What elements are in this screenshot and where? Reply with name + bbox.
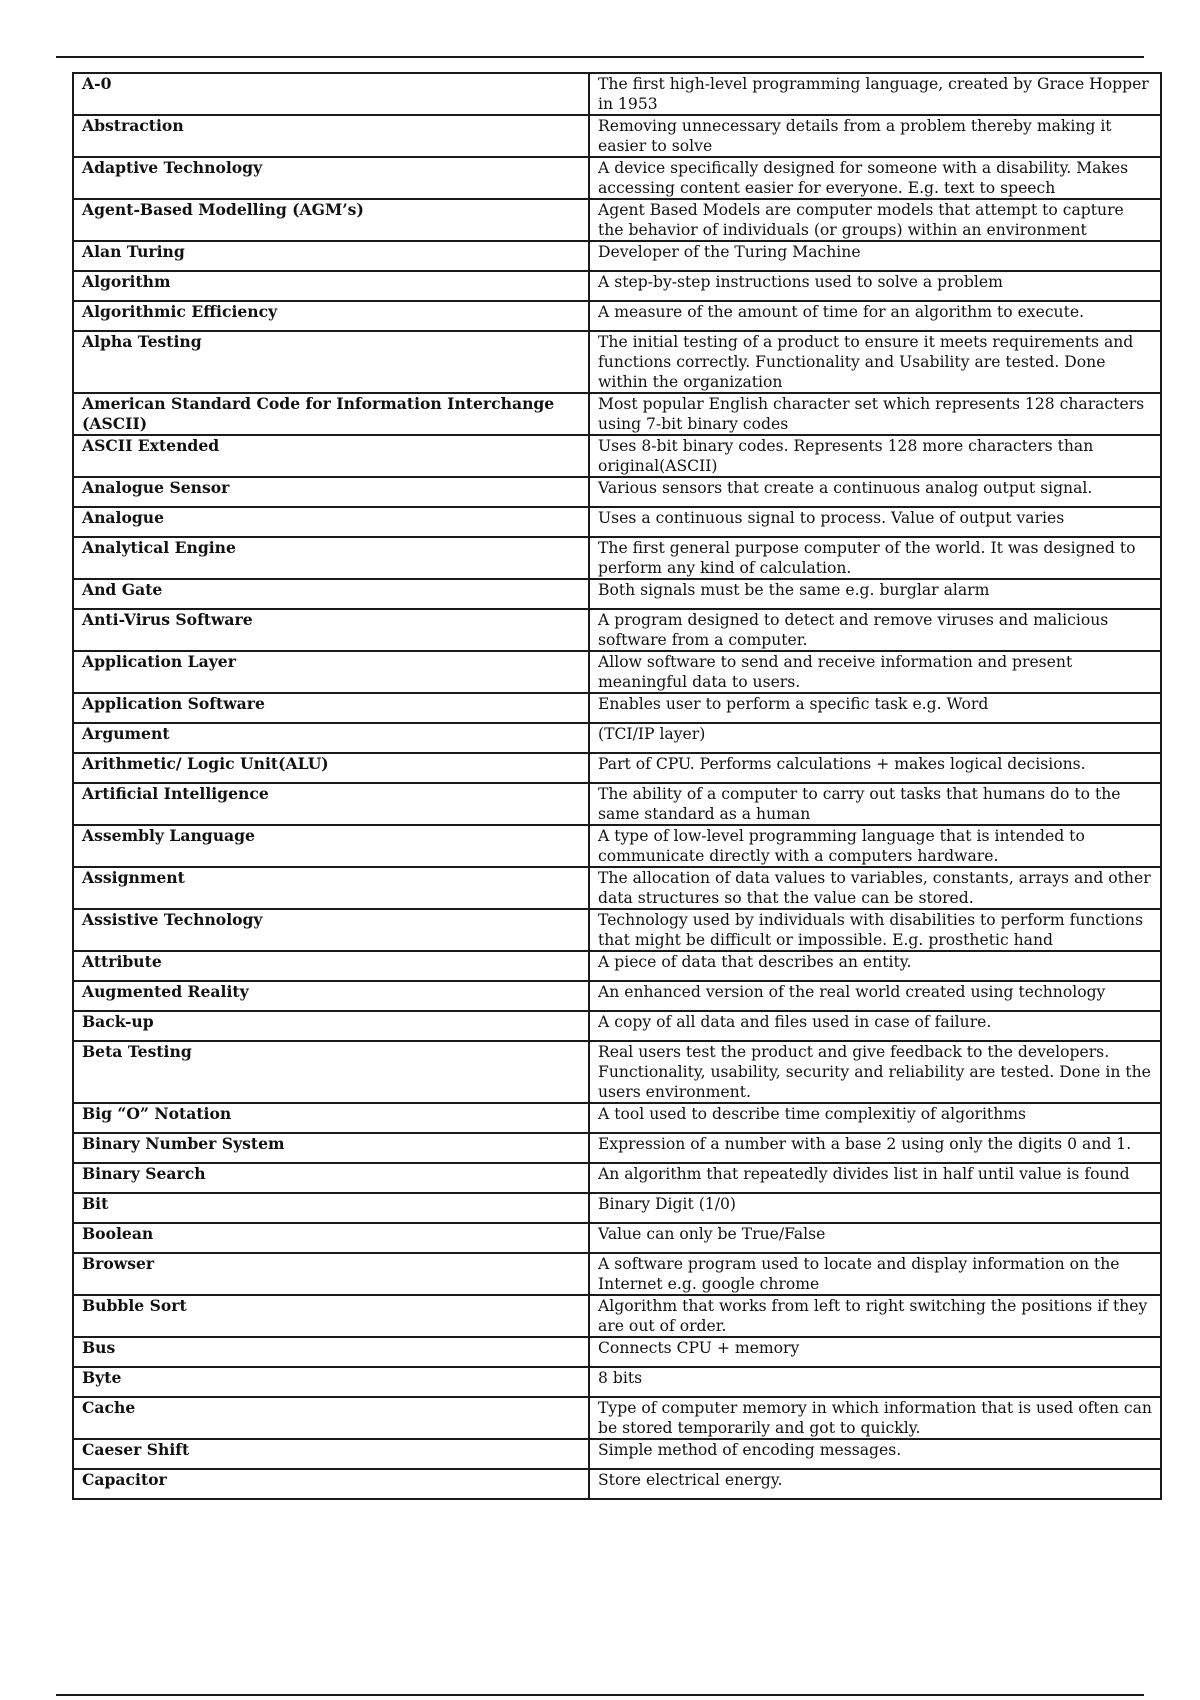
glossary-term: Adaptive Technology bbox=[73, 157, 589, 199]
glossary-definition: Developer of the Turing Machine bbox=[589, 241, 1161, 271]
glossary-row bbox=[73, 693, 1161, 723]
glossary-definition: A type of low-level programming language that is intended to communicate directly with a computers hardware. bbox=[589, 825, 1161, 867]
glossary-row bbox=[73, 507, 1161, 537]
glossary-term: Attribute bbox=[73, 951, 589, 981]
glossary-definition: Allow software to send and receive information and present meaningful data to users. bbox=[589, 651, 1161, 693]
glossary-row bbox=[73, 477, 1161, 507]
glossary-definition: The allocation of data values to variables, constants, arrays and other data structures so that the value can be stored. bbox=[589, 867, 1161, 909]
glossary-row bbox=[73, 1041, 1161, 1103]
glossary-term: Anti-Virus Software bbox=[73, 609, 589, 651]
glossary-term: And Gate bbox=[73, 579, 589, 609]
glossary-definition: A device specifically designed for someone with a disability. Makes accessing content easier for everyone. E.g. text to speech bbox=[589, 157, 1161, 199]
glossary-definition: 8 bits bbox=[589, 1367, 1161, 1397]
glossary-definition: Agent Based Models are computer models that attempt to capture the behavior of individuals (or groups) within an environment bbox=[589, 199, 1161, 241]
glossary-definition: A program designed to detect and remove viruses and malicious software from a computer. bbox=[589, 609, 1161, 651]
glossary-definition: Store electrical energy. bbox=[589, 1469, 1161, 1499]
glossary-term: Beta Testing bbox=[73, 1041, 589, 1103]
glossary-term: Bubble Sort bbox=[73, 1295, 589, 1337]
glossary-term: Application Layer bbox=[73, 651, 589, 693]
glossary-row bbox=[73, 435, 1161, 477]
glossary-row bbox=[73, 537, 1161, 579]
glossary-row bbox=[73, 867, 1161, 909]
glossary-row bbox=[73, 909, 1161, 951]
glossary-term: Assistive Technology bbox=[73, 909, 589, 951]
glossary-term: Bit bbox=[73, 1193, 589, 1223]
glossary-term: Bus bbox=[73, 1337, 589, 1367]
glossary-term: Artificial Intelligence bbox=[73, 783, 589, 825]
glossary-definition: Technology used by individuals with disabilities to perform functions that might be difficult or impossible. E.g. prosthetic hand bbox=[589, 909, 1161, 951]
glossary-definition: (TCI/IP layer) bbox=[589, 723, 1161, 753]
glossary-definition: Real users test the product and give feedback to the developers. Functionality, usability, security and reliability are tested. Done in the users environment. bbox=[589, 1041, 1161, 1103]
glossary-definition: Part of CPU. Performs calculations + makes logical decisions. bbox=[589, 753, 1161, 783]
glossary-definition: A step-by-step instructions used to solve a problem bbox=[589, 271, 1161, 301]
glossary-definition: Expression of a number with a base 2 using only the digits 0 and 1. bbox=[589, 1133, 1161, 1163]
glossary-row bbox=[73, 1469, 1161, 1499]
glossary-term: American Standard Code for Information Interchange (ASCII) bbox=[73, 393, 589, 435]
glossary-row bbox=[73, 115, 1161, 157]
glossary-row bbox=[73, 783, 1161, 825]
glossary-definition: An algorithm that repeatedly divides list in half until value is found bbox=[589, 1163, 1161, 1193]
glossary-row bbox=[73, 301, 1161, 331]
glossary-definition: The first high-level programming language, created by Grace Hopper in 1953 bbox=[589, 73, 1161, 115]
glossary-definition: Type of computer memory in which information that is used often can be stored temporarily and got to quickly. bbox=[589, 1397, 1161, 1439]
glossary-term: Caeser Shift bbox=[73, 1439, 589, 1469]
glossary-row bbox=[73, 825, 1161, 867]
footer-rule bbox=[56, 1694, 1144, 1696]
glossary-term: Analogue bbox=[73, 507, 589, 537]
glossary-row bbox=[73, 1337, 1161, 1367]
glossary-row bbox=[73, 753, 1161, 783]
glossary-term: Assignment bbox=[73, 867, 589, 909]
glossary-row bbox=[73, 157, 1161, 199]
glossary-table bbox=[72, 72, 1162, 1500]
glossary-row bbox=[73, 271, 1161, 301]
glossary-row bbox=[73, 241, 1161, 271]
glossary-definition: A piece of data that describes an entity. bbox=[589, 951, 1161, 981]
glossary-definition: Simple method of encoding messages. bbox=[589, 1439, 1161, 1469]
glossary-row bbox=[73, 651, 1161, 693]
glossary-term: Analogue Sensor bbox=[73, 477, 589, 507]
glossary-row bbox=[73, 579, 1161, 609]
glossary-definition: Various sensors that create a continuous analog output signal. bbox=[589, 477, 1161, 507]
glossary-row bbox=[73, 1253, 1161, 1295]
glossary-row bbox=[73, 1223, 1161, 1253]
glossary-row bbox=[73, 1397, 1161, 1439]
glossary-term: Argument bbox=[73, 723, 589, 753]
glossary-term: Binary Number System bbox=[73, 1133, 589, 1163]
glossary-term: Algorithmic Efficiency bbox=[73, 301, 589, 331]
glossary-row bbox=[73, 1133, 1161, 1163]
glossary-row bbox=[73, 981, 1161, 1011]
glossary-term: Agent-Based Modelling (AGM’s) bbox=[73, 199, 589, 241]
glossary-definition: Uses a continuous signal to process. Value of output varies bbox=[589, 507, 1161, 537]
glossary-definition: The first general purpose computer of the world. It was designed to perform any kind of calculation. bbox=[589, 537, 1161, 579]
glossary-row bbox=[73, 1295, 1161, 1337]
glossary-term: Boolean bbox=[73, 1223, 589, 1253]
glossary-definition: The initial testing of a product to ensure it meets requirements and functions correctly. Functionality and Usability are tested. Done within the organization bbox=[589, 331, 1161, 393]
glossary-definition: Algorithm that works from left to right switching the positions if they are out of order. bbox=[589, 1295, 1161, 1337]
glossary-term: Byte bbox=[73, 1367, 589, 1397]
glossary-row bbox=[73, 1439, 1161, 1469]
glossary-definition: Enables user to perform a specific task e.g. Word bbox=[589, 693, 1161, 723]
glossary-row bbox=[73, 1011, 1161, 1041]
glossary-term: Analytical Engine bbox=[73, 537, 589, 579]
glossary-term: Assembly Language bbox=[73, 825, 589, 867]
glossary-term: Arithmetic/ Logic Unit(ALU) bbox=[73, 753, 589, 783]
glossary-row bbox=[73, 1103, 1161, 1133]
glossary-term: Augmented Reality bbox=[73, 981, 589, 1011]
glossary-definition: Value can only be True/False bbox=[589, 1223, 1161, 1253]
glossary-term: Algorithm bbox=[73, 271, 589, 301]
glossary-row bbox=[73, 73, 1161, 115]
glossary-definition: An enhanced version of the real world created using technology bbox=[589, 981, 1161, 1011]
glossary-term: Big “O” Notation bbox=[73, 1103, 589, 1133]
glossary-row bbox=[73, 609, 1161, 651]
glossary-term: Capacitor bbox=[73, 1469, 589, 1499]
glossary-term: Alpha Testing bbox=[73, 331, 589, 393]
glossary-definition: The ability of a computer to carry out tasks that humans do to the same standard as a human bbox=[589, 783, 1161, 825]
glossary-row bbox=[73, 723, 1161, 753]
glossary-body bbox=[73, 73, 1161, 1499]
glossary-definition: Connects CPU + memory bbox=[589, 1337, 1161, 1367]
glossary-row bbox=[73, 951, 1161, 981]
glossary-definition: Binary Digit (1/0) bbox=[589, 1193, 1161, 1223]
glossary-row bbox=[73, 1163, 1161, 1193]
glossary-row bbox=[73, 331, 1161, 393]
glossary-row bbox=[73, 393, 1161, 435]
glossary-definition: A measure of the amount of time for an algorithm to execute. bbox=[589, 301, 1161, 331]
glossary-term: Back-up bbox=[73, 1011, 589, 1041]
glossary-definition: Removing unnecessary details from a problem thereby making it easier to solve bbox=[589, 115, 1161, 157]
glossary-definition: Both signals must be the same e.g. burglar alarm bbox=[589, 579, 1161, 609]
glossary-term: Application Software bbox=[73, 693, 589, 723]
glossary-definition: A tool used to describe time complexitiy of algorithms bbox=[589, 1103, 1161, 1133]
glossary-row bbox=[73, 199, 1161, 241]
glossary-term: ASCII Extended bbox=[73, 435, 589, 477]
glossary-term: Cache bbox=[73, 1397, 589, 1439]
glossary-row bbox=[73, 1193, 1161, 1223]
glossary-term: Abstraction bbox=[73, 115, 589, 157]
glossary-row bbox=[73, 1367, 1161, 1397]
glossary-definition: A copy of all data and files used in case of failure. bbox=[589, 1011, 1161, 1041]
glossary-term: Alan Turing bbox=[73, 241, 589, 271]
glossary-definition: Uses 8-bit binary codes. Represents 128 more characters than original(ASCII) bbox=[589, 435, 1161, 477]
glossary-term: Browser bbox=[73, 1253, 589, 1295]
header-rule bbox=[56, 56, 1144, 58]
glossary-term: A-0 bbox=[73, 73, 589, 115]
glossary-definition: A software program used to locate and display information on the Internet e.g. google chrome bbox=[589, 1253, 1161, 1295]
glossary-term: Binary Search bbox=[73, 1163, 589, 1193]
glossary-definition: Most popular English character set which represents 128 characters using 7-bit binary codes bbox=[589, 393, 1161, 435]
